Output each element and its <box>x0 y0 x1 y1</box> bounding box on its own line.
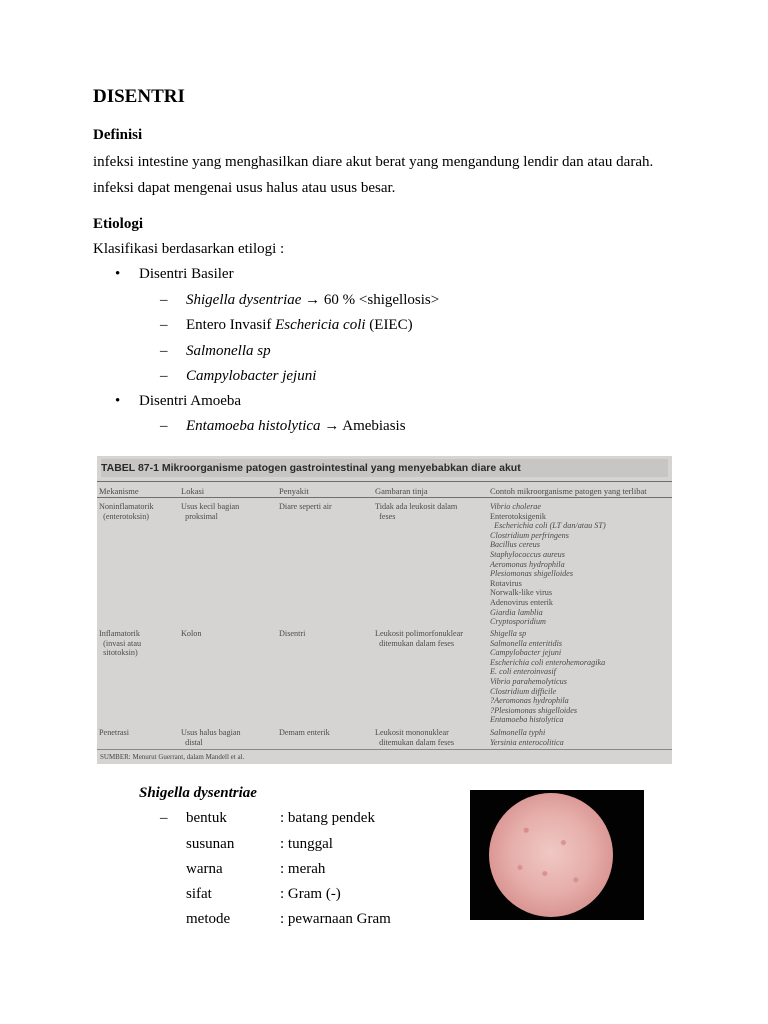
dash-icon: – <box>160 368 168 384</box>
bullet-icon: • <box>115 266 121 282</box>
sub-item <box>160 292 440 309</box>
table-cell: Demam enterik <box>279 728 330 737</box>
table-cell: Leukosit polimorfonuklear ditemukan dalam feses <box>375 629 463 648</box>
dash-icon: – <box>160 418 168 434</box>
organism-name: Shigella dysentriae <box>186 292 302 308</box>
table-organism: Salmonella enteritidis <box>490 638 563 648</box>
property-label: bentuk <box>186 810 227 826</box>
bullet-icon: • <box>115 393 121 409</box>
sub-item <box>160 368 317 385</box>
bullet-label: Disentri Basiler <box>139 266 234 282</box>
table-organism: Cryptosporidium <box>490 617 546 627</box>
organism-name: Campylobacter jejuni <box>186 368 317 384</box>
table-title: TABEL 87-1 Mikroorganisme patogen gastrointestinal yang menyebabkan diare akut <box>101 459 668 477</box>
sub-item <box>160 418 406 435</box>
table-organism: Escherichia coli enterohemoragika <box>490 657 606 667</box>
table-organism: Yersinia enterocolitica <box>490 737 564 747</box>
page-title: DISENTRI <box>93 86 185 107</box>
bullet-item-amoeba <box>115 393 242 410</box>
table-cell: Usus halus bagian distal <box>181 728 241 747</box>
shigella-title: Shigella dysentriae <box>139 785 257 801</box>
table-cell: Usus kecil bagian proksimal <box>181 502 240 521</box>
table-cell: Kolon <box>181 629 202 638</box>
definisi-line: infeksi intestine yang menghasilkan diare akut berat yang mengandung lendir dan atau darah. <box>93 154 654 170</box>
table-source: SUMBER: Menurut Guerrant, dalam Mandell et al. <box>100 753 245 761</box>
property-value: : batang pendek <box>280 810 375 826</box>
table-organism: Clostridium perfringens <box>490 530 569 540</box>
table-organism: Aeromonas hydrophila <box>490 559 565 569</box>
bullet-item-basiler <box>115 266 234 283</box>
property-value: : Gram (-) <box>280 886 341 902</box>
table-cell: Leukosit mononuklear ditemukan dalam feses <box>375 728 455 747</box>
table-organism: Vibrio cholerae <box>490 502 542 511</box>
table-organism: Enterotoksigenik <box>490 511 546 521</box>
etiologi-heading: Etiologi <box>93 216 144 232</box>
microscope-field <box>489 793 613 917</box>
table-header: Contoh mikroorganisme patogen yang terlibat <box>490 486 647 496</box>
organism-name: Eschericia coli <box>275 317 366 333</box>
table-header: Penyakit <box>279 486 309 496</box>
table-organism: Norwalk-like virus <box>490 588 553 598</box>
table-organism: Entamoeba histolytica <box>490 715 564 725</box>
property-label: sifat <box>186 886 212 902</box>
organism-name: Salmonella sp <box>186 343 271 359</box>
table-organism: Escherichia coli (LT dan/atau ST) <box>490 521 606 531</box>
table-organism: Bacillus cereus <box>490 540 540 550</box>
table-organism: Campylobacter jejuni <box>490 648 562 658</box>
sub-item <box>160 317 413 334</box>
property-label: warna <box>186 861 223 877</box>
sub-item <box>160 343 271 360</box>
table-cell: Tidak ada leukosit dalam feses <box>375 502 458 521</box>
table-header: Gambaran tinja <box>375 486 428 496</box>
property-label: susunan <box>186 836 235 852</box>
table-cell: Penetrasi <box>99 728 130 737</box>
sub-item-text: Amebiasis <box>339 418 406 434</box>
table-header: Mekanisme <box>99 486 139 496</box>
table-organism: Rotavirus <box>490 578 522 588</box>
dash-icon: – <box>160 810 168 826</box>
dash-icon: – <box>160 343 168 359</box>
table-organism: Salmonella typhi <box>490 728 546 737</box>
table-organism: Vibrio parahemolyticus <box>490 677 567 686</box>
sub-item-text: (EIEC) <box>365 317 413 333</box>
table-organism: ?Plesiomonas shigelloides <box>490 705 578 715</box>
bullet-label: Disentri Amoeba <box>139 393 242 409</box>
dash-icon: – <box>160 317 168 333</box>
table-cell: Diare seperti air <box>279 502 332 511</box>
definisi-heading: Definisi <box>93 127 143 143</box>
property-value: : pewarnaan Gram <box>280 911 391 927</box>
table-organism: Clostridium difficile <box>490 686 557 696</box>
table-header: Lokasi <box>181 486 205 496</box>
microscope-image <box>470 790 644 920</box>
table-organism: Staphylococcus aureus <box>490 550 565 559</box>
property-value: : merah <box>280 861 326 877</box>
table-organism: ?Aeromonas hydrophila <box>490 696 569 706</box>
table-organism: Adenovirus enterik <box>490 598 553 607</box>
table-cell: Inflamatorik (invasi atau sitotoksin) <box>99 629 142 658</box>
table-organism: Shigella sp <box>490 629 527 638</box>
table-organism: Giardia lamblia <box>490 607 543 617</box>
dash-icon: – <box>160 292 168 308</box>
property-value: : tunggal <box>280 836 333 852</box>
arrow-icon: → <box>305 292 321 308</box>
property-label: metode <box>186 911 231 927</box>
organism-name: Entamoeba histolytica <box>186 418 321 434</box>
table-cell: Disentri <box>279 629 306 638</box>
table-organism: E. coli enteroinvasif <box>490 667 556 677</box>
sub-item-text: Entero Invasif <box>186 317 276 333</box>
sub-item-text: 60 % <shigellosis> <box>320 292 440 308</box>
table-organism: Plesiomonas shigelloides <box>490 569 574 579</box>
scanned-table-image <box>97 456 672 764</box>
etiologi-intro: Klasifikasi berdasarkan etilogi : <box>93 241 285 257</box>
arrow-icon: → <box>324 418 340 434</box>
table-cell: Noninflamatorik (enterotoksin) <box>99 502 154 521</box>
definisi-line: infeksi dapat mengenai usus halus atau usus besar. <box>93 180 396 196</box>
